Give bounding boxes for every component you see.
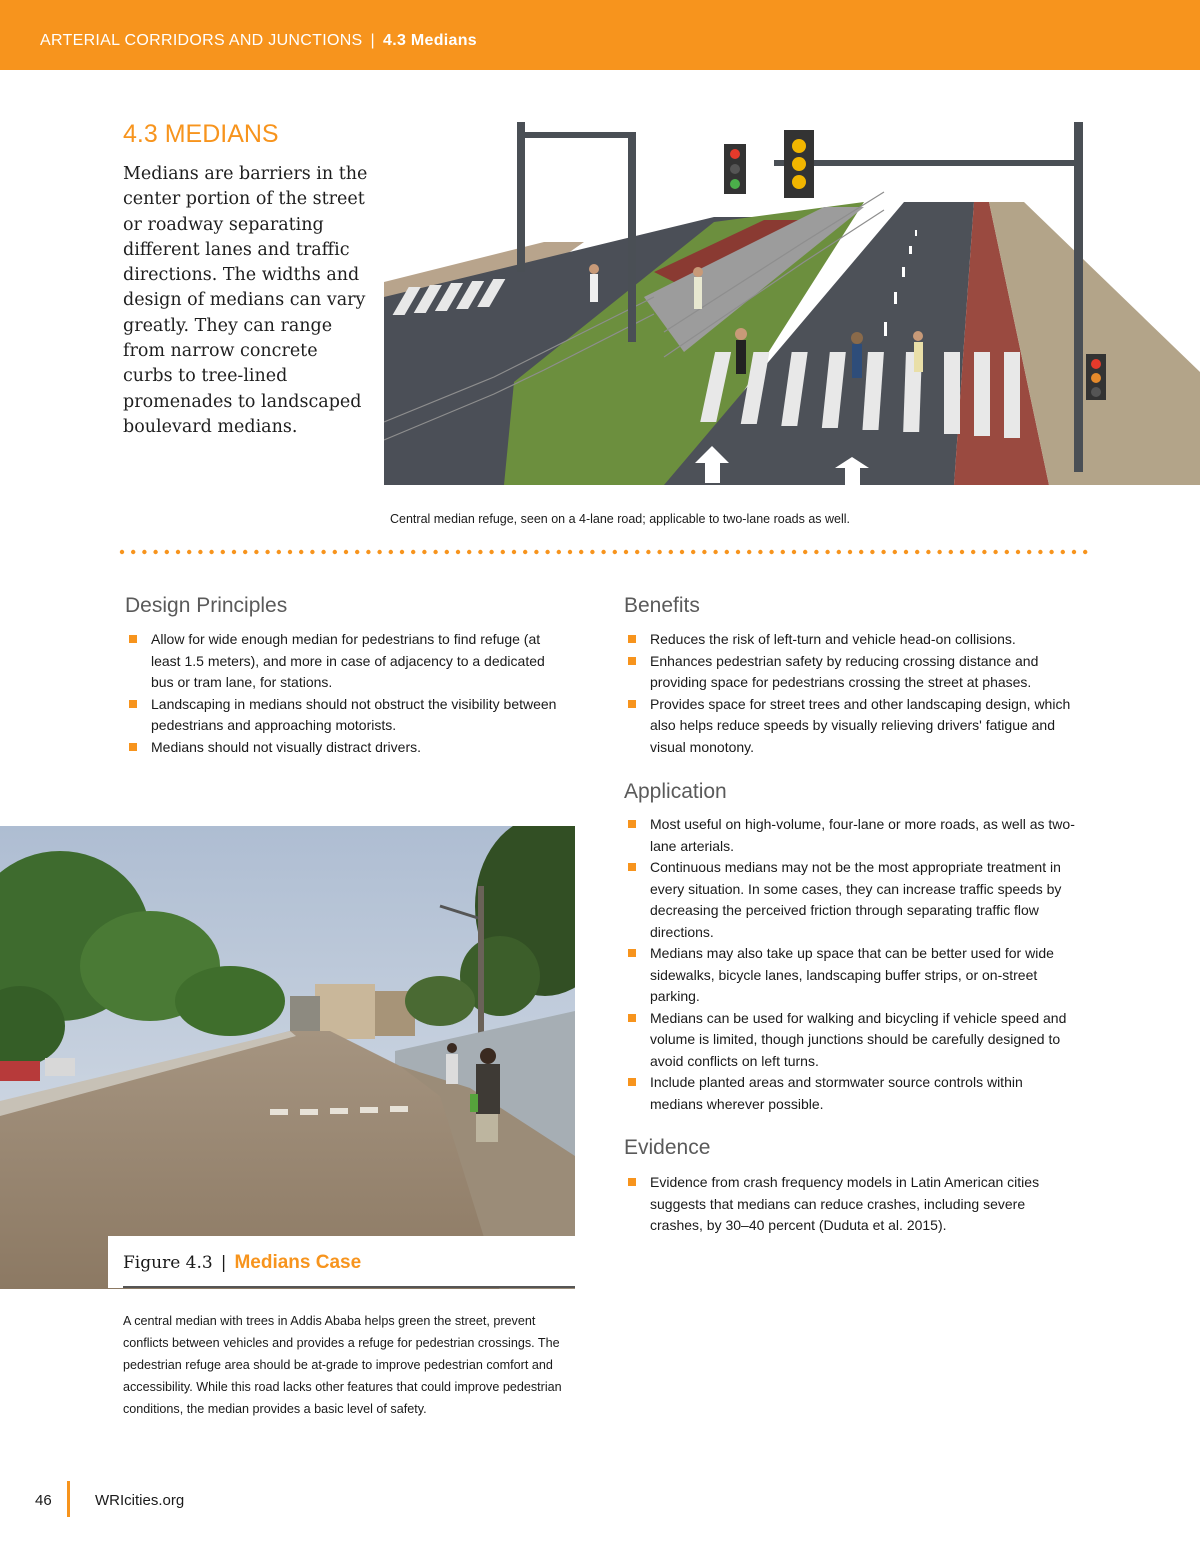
header-subsection: 4.3 Medians	[383, 32, 478, 49]
divider-dot	[1016, 550, 1020, 554]
divider-dot	[153, 550, 157, 554]
divider-dot	[1083, 550, 1087, 554]
divider-dot	[187, 550, 191, 554]
divider-dot	[657, 550, 661, 554]
divider-dot	[601, 550, 605, 554]
divider-dot	[198, 550, 202, 554]
figure-description: A central median with trees in Addis Ababa helps green the street, prevent conflicts between vehicles and provides a refuge for pedestrian crossings. The pedestrian refuge area should be at-grade to improve pedestrian comfort and accessibility. While this road lacks other features that could improve pedestrian conditions, the median provides a basic level of safety.	[123, 1314, 562, 1416]
divider-dot	[893, 550, 897, 554]
divider-dot	[579, 550, 583, 554]
divider-dot	[512, 550, 516, 554]
divider-dot	[915, 550, 919, 554]
divider-dot	[1005, 550, 1009, 554]
divider-dot	[400, 550, 404, 554]
divider-dot	[736, 550, 740, 554]
divider-dot	[523, 550, 527, 554]
divider-dot	[769, 550, 773, 554]
divider-dot	[725, 550, 729, 554]
page-number: 46	[35, 1492, 52, 1509]
divider-dot	[590, 550, 594, 554]
benefit-item: Enhances pedestrian safety by reducing crossing distance and providing space for pedestrians crossing the street at phases.	[624, 651, 1074, 694]
divider-dot	[859, 550, 863, 554]
evidence-list	[624, 1172, 1074, 1237]
benefits-list	[624, 629, 1074, 758]
divider-dot	[243, 550, 247, 554]
divider-dot	[792, 550, 796, 554]
divider-dot	[321, 550, 325, 554]
divider-dot	[310, 550, 314, 554]
divider-dot	[982, 550, 986, 554]
divider-dot	[646, 550, 650, 554]
header-divider: |	[370, 32, 375, 49]
divider-dot	[467, 550, 471, 554]
application-list	[624, 814, 1079, 1115]
divider-dot	[165, 550, 169, 554]
divider-dot	[781, 550, 785, 554]
benefits-heading: Benefits	[624, 594, 700, 617]
design-principle-item: Landscaping in medians should not obstruct the visibility between pedestrians and approaching motorists.	[125, 694, 565, 737]
divider-dot	[926, 550, 930, 554]
footer-divider	[67, 1481, 70, 1517]
application-item: Medians can be used for walking and bicycling if vehicle speed and volume is limited, though junctions should be carefully designed to avoid conflicts on left turns.	[624, 1008, 1079, 1073]
divider-dot	[713, 550, 717, 554]
divider-dot	[355, 550, 359, 554]
addis-ababa-street-photo	[0, 826, 575, 1289]
footer-website: WRIcities.org	[95, 1492, 185, 1509]
application-item: Medians may also take up space that can be better used for wide sidewalks, bicycle lanes, landscaping buffer strips, or on-street parking.	[624, 943, 1079, 1008]
divider-dot	[960, 550, 964, 554]
divider-dot	[265, 550, 269, 554]
section-title: 4.3 MEDIANS	[123, 120, 279, 148]
divider-dot	[254, 550, 258, 554]
divider-dot	[635, 550, 639, 554]
divider-dot	[1027, 550, 1031, 554]
divider-dot	[501, 550, 505, 554]
evidence-heading: Evidence	[624, 1136, 711, 1159]
divider-dot	[870, 550, 874, 554]
divider-dot	[277, 550, 281, 554]
divider-dot	[120, 550, 124, 554]
figure-rule	[123, 1286, 575, 1288]
divider-dot	[1061, 550, 1065, 554]
divider-dot	[848, 550, 852, 554]
divider-dot	[747, 550, 751, 554]
page-header-band	[0, 0, 1200, 70]
divider-dot	[344, 550, 348, 554]
divider-dot	[904, 550, 908, 554]
design-principle-item: Medians should not visually distract drivers.	[125, 737, 565, 759]
benefit-item: Provides space for street trees and other landscaping design, which also helps reduce speeds by visually relieving drivers' fatigue and visual monotony.	[624, 694, 1074, 759]
figure-title: Medians Case	[234, 1252, 362, 1273]
divider-dot	[377, 550, 381, 554]
divider-dot	[422, 550, 426, 554]
divider-dot	[131, 550, 135, 554]
render-caption: Central median refuge, seen on a 4-lane road; applicable to two-lane roads as well.	[390, 512, 850, 526]
divider-dot	[176, 550, 180, 554]
dotted-divider	[118, 548, 1088, 556]
application-item: Continuous medians may not be the most appropriate treatment in every situation. In some cases, they can increase traffic speeds by decreasing the perceived friction through separating traffic flow directions.	[624, 857, 1079, 943]
design-principles-list	[125, 629, 565, 758]
running-header	[40, 32, 477, 50]
divider-dot	[366, 550, 370, 554]
benefit-item: Reduces the risk of left-turn and vehicle head-on collisions.	[624, 629, 1074, 651]
divider-dot	[445, 550, 449, 554]
divider-dot	[669, 550, 673, 554]
application-heading: Application	[624, 780, 727, 803]
application-item: Include planted areas and stormwater source controls within medians wherever possible.	[624, 1072, 1079, 1115]
intro-paragraph: Medians are barriers in the center portion of the street or roadway separating different lanes and traffic directions. The widths and design of medians can vary greatly. They can range from narrow concrete curbs to tree-lined promenades to landscaped boulevard medians.	[123, 164, 368, 437]
divider-dot	[837, 550, 841, 554]
evidence-item: Evidence from crash frequency models in Latin American cities suggests that medians can reduce crashes, including severe crashes, by 30–40 percent (Duduta et al. 2015).	[624, 1172, 1074, 1237]
divider-dot	[937, 550, 941, 554]
divider-dot	[142, 550, 146, 554]
figure-divider: |	[220, 1253, 227, 1273]
divider-dot	[232, 550, 236, 554]
divider-dot	[1072, 550, 1076, 554]
divider-dot	[758, 550, 762, 554]
divider-dot	[949, 550, 953, 554]
divider-dot	[1038, 550, 1042, 554]
divider-dot	[568, 550, 572, 554]
header-section: ARTERIAL CORRIDORS AND JUNCTIONS	[40, 32, 363, 49]
divider-dot	[209, 550, 213, 554]
divider-dot	[1049, 550, 1053, 554]
divider-dot	[680, 550, 684, 554]
figure-label	[123, 1252, 361, 1274]
design-principles-heading: Design Principles	[125, 594, 288, 617]
divider-dot	[803, 550, 807, 554]
divider-dot	[489, 550, 493, 554]
application-item: Most useful on high-volume, four-lane or more roads, as well as two-lane arterials.	[624, 814, 1079, 857]
divider-dot	[624, 550, 628, 554]
divider-dot	[478, 550, 482, 554]
divider-dot	[691, 550, 695, 554]
divider-dot	[545, 550, 549, 554]
design-principle-item: Allow for wide enough median for pedestrians to find refuge (at least 1.5 meters), and more in case of adjacency to a dedicated bus or tram lane, for stations.	[125, 629, 565, 694]
divider-dot	[456, 550, 460, 554]
divider-dot	[825, 550, 829, 554]
divider-dot	[534, 550, 538, 554]
divider-dot	[971, 550, 975, 554]
divider-dot	[299, 550, 303, 554]
median-refuge-illustration	[384, 122, 1200, 485]
divider-dot	[389, 550, 393, 554]
divider-dot	[433, 550, 437, 554]
divider-dot	[411, 550, 415, 554]
divider-dot	[333, 550, 337, 554]
divider-dot	[702, 550, 706, 554]
divider-dot	[221, 550, 225, 554]
divider-dot	[814, 550, 818, 554]
divider-dot	[881, 550, 885, 554]
divider-dot	[993, 550, 997, 554]
divider-dot	[613, 550, 617, 554]
divider-dot	[557, 550, 561, 554]
divider-dot	[288, 550, 292, 554]
figure-number: Figure 4.3	[123, 1253, 213, 1273]
